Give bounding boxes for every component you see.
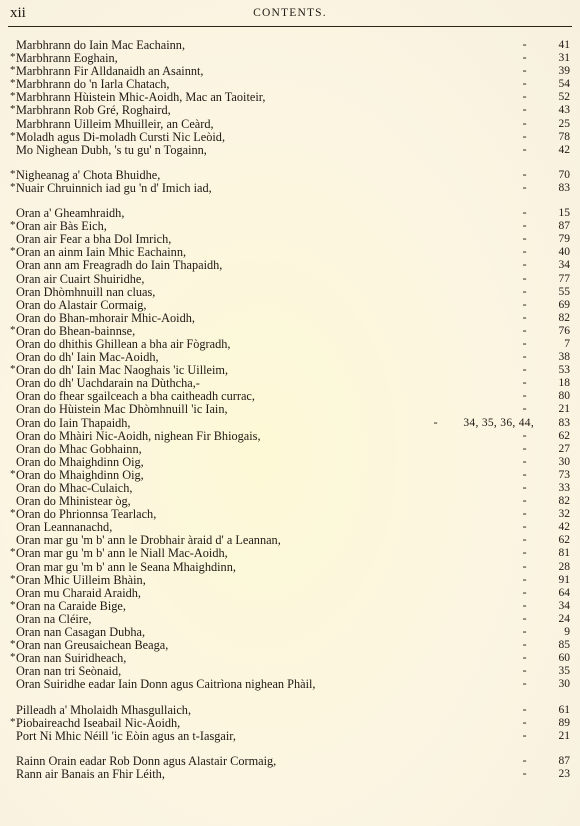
entry-title: Oran do dhithis Ghillean a bha air Fògradh, (16, 336, 231, 351)
dot-leader: - (521, 703, 534, 717)
dot-leader: - (521, 754, 534, 768)
entry-page-number: 28 (558, 560, 570, 573)
contents-entry (10, 561, 570, 574)
entry-page-number: 62 (558, 429, 570, 442)
entry-title: Port Ni Mhic Néill 'ic Eòin agus an t-Iasgair, (16, 728, 236, 743)
dot-leader: - (521, 429, 534, 443)
entry-asterisk: * (10, 546, 16, 559)
dot-leader: - (521, 665, 534, 679)
dot-leader: - (521, 220, 534, 234)
entry-page-number: 15 (558, 207, 570, 220)
contents-entry (10, 678, 570, 691)
contents-list (10, 39, 570, 781)
dot-leader: - (521, 521, 534, 535)
contents-entry (10, 768, 570, 781)
entry-page-number: 62 (558, 534, 570, 547)
entry-page-number: 52 (558, 91, 570, 104)
entry-title: Oran do Bhan-mhorair Mhic-Aoidh, (16, 310, 195, 325)
entry-title: Oran do Bhean-bainnse, (16, 323, 136, 338)
entry-page-number: 21 (558, 403, 570, 416)
entry-title: Oran do Phrionnsa Tearlach, (16, 507, 157, 522)
dot-leader: - (521, 767, 534, 781)
entry-title: Oran nan tri Seònaid, (16, 664, 122, 679)
entry-page-number: 81 (558, 547, 570, 560)
entry-page-number: 42 (558, 143, 570, 156)
entry-title: Oran do dh' Iain Mac-Aoidh, (16, 350, 159, 365)
dot-leader: - (521, 364, 534, 378)
dot-leader: - (521, 652, 534, 666)
entry-page-number: 32 (558, 508, 570, 521)
contents-entry (10, 717, 570, 730)
entry-title: Nigheanag a' Chota Bhuidhe, (16, 167, 161, 182)
contents-entry (10, 547, 570, 560)
contents-entry (10, 600, 570, 613)
dot-leader: - (521, 52, 534, 66)
dot-leader: - (521, 390, 534, 404)
entry-page-number: 42 (558, 521, 570, 534)
entry-asterisk: * (10, 638, 16, 651)
entry-title: Oran do Mhaighdinn Oig, (16, 467, 144, 482)
dot-leader: - (521, 65, 534, 79)
dot-leader: - (521, 259, 534, 273)
entry-asterisk: * (10, 363, 16, 376)
dot-leader: - (521, 91, 534, 105)
page-header (10, 3, 570, 23)
entry-title: Oran air Cuairt Shuiridhe, (16, 271, 145, 286)
entry-page-number: 77 (558, 272, 570, 285)
entry-page-number: 27 (558, 442, 570, 455)
entry-page-number: 69 (558, 298, 570, 311)
dot-leader: - (521, 586, 534, 600)
entry-asterisk: * (10, 167, 16, 180)
entry-page-number: 7 (564, 337, 570, 350)
contents-section (10, 169, 570, 195)
entry-title: Marbhrann Uilleim Mhuilleir, an Ceàrd, (16, 116, 214, 131)
dot-leader: - (521, 298, 534, 312)
contents-entry (10, 286, 570, 299)
entry-page-number: 76 (558, 324, 570, 337)
dot-leader: - (521, 482, 534, 495)
entry-page-number: 35 (558, 665, 570, 678)
dot-leader: - (521, 534, 534, 548)
entry-title: Oran do Mhinistear òg, (16, 494, 131, 509)
entry-page-number: 21 (558, 729, 570, 742)
entry-title: Marbhrann Rob Gré, Roghaird, (16, 103, 171, 118)
entry-title: Oran Dhòmhnuill nan cluas, (16, 284, 156, 299)
entry-asterisk: * (10, 180, 16, 193)
entry-title: Oran do Mhac-Culaich, (16, 481, 133, 495)
entry-asterisk: * (10, 715, 16, 728)
entry-page-number: 82 (558, 311, 570, 324)
contents-entry (10, 259, 570, 272)
entry-title: Marbhrann Eoghain, (16, 51, 118, 66)
entry-title: Oran ann am Freagradh do Iain Thapaidh, (16, 258, 223, 273)
entry-title: Oran a' Gheamhraidh, (16, 206, 125, 221)
entry-page-number: 55 (558, 285, 570, 298)
entry-page-number: 83 (558, 416, 570, 429)
entry-page-number: 64 (558, 586, 570, 599)
entry-asterisk: * (10, 77, 16, 90)
dot-leader: - (521, 495, 534, 509)
entry-title: Oran na Caraide Bige, (16, 598, 126, 613)
entry-page-number: 80 (558, 390, 570, 403)
dot-leader: - (521, 716, 534, 730)
entry-extra-pages: 34, 35, 36, 44, (463, 416, 534, 429)
entry-title: Oran na Cléire, (16, 611, 92, 626)
entry-title: Nuair Chruinnich iad gu 'n d' Imich iad, (16, 180, 212, 195)
contents-section (10, 704, 570, 743)
entry-page-number: 39 (558, 65, 570, 78)
entry-page-number: 85 (558, 639, 570, 652)
entry-asterisk: * (10, 51, 16, 64)
entry-asterisk: * (10, 598, 16, 611)
contents-entry (10, 144, 570, 157)
dot-leader: - (521, 612, 534, 626)
contents-section (10, 39, 570, 157)
entry-asterisk: * (10, 651, 16, 664)
entry-title: Pilleadh a' Mholaidh Mhasgullaich, (16, 702, 192, 717)
entry-title: Oran do Hùistein Mac Dhòmhnuill 'ic Iain, (16, 402, 228, 417)
entry-title: Oran do Mhac Gobhainn, (16, 441, 142, 456)
dot-leader: - (521, 233, 534, 247)
entry-title: Oran mar gu 'm b' ann le Seana Mhaighdinn, (16, 559, 236, 574)
entry-asterisk: * (10, 467, 16, 480)
entry-asterisk: * (10, 64, 16, 77)
dot-leader: - (521, 181, 534, 195)
dot-leader: - (521, 547, 534, 561)
entry-title: Oran mu Charaid Araidh, (16, 585, 141, 600)
entry-page-number: 73 (558, 468, 570, 481)
entry-title: Mo Nighean Dubh, 's tu gu' n Togainn, (16, 142, 207, 157)
dot-leader: - (521, 626, 534, 640)
entry-title: Oran Mhic Uilleim Bhàin, (16, 572, 146, 587)
dot-leader: - (521, 39, 534, 52)
entry-page-number: 43 (558, 104, 570, 117)
dot-leader: - (521, 143, 534, 157)
entry-title: Oran an ainm Iain Mhic Eachainn, (16, 245, 187, 260)
contents-section (10, 755, 570, 781)
contents-entry (10, 417, 570, 430)
entry-page-number: 87 (558, 754, 570, 767)
entry-title: Oran mar gu 'm b' ann le Drobhair àraid d' a Leannan, (16, 533, 281, 548)
contents-entry (10, 118, 570, 131)
contents-entry (10, 704, 570, 717)
contents-entry (10, 299, 570, 312)
entry-page-number: 23 (558, 767, 570, 780)
dot-leader: - (521, 324, 534, 338)
entry-page-number: 61 (558, 703, 570, 716)
entry-page-number: 31 (558, 52, 570, 65)
entry-title: Rann air Banais an Fhir Léith, (16, 766, 165, 781)
entry-title: Marbhrann do Iain Mac Eachainn, (16, 38, 186, 52)
entry-title: Oran nan Casagan Dubha, (16, 625, 146, 640)
entry-title: Oran Leannanachd, (16, 520, 113, 535)
entry-asterisk: * (10, 323, 16, 336)
contents-entry (10, 325, 570, 338)
contents-entry (10, 104, 570, 117)
contents-entry (10, 730, 570, 743)
entry-asterisk: * (10, 219, 16, 232)
dot-leader: - (521, 337, 534, 351)
contents-entry (10, 443, 570, 456)
dot-leader: - (521, 272, 534, 286)
entry-page-number: 41 (558, 39, 570, 51)
entry-asterisk: * (10, 90, 16, 103)
contents-entry (10, 430, 570, 443)
page-number: xii (10, 5, 26, 21)
entry-page-number: 89 (558, 716, 570, 729)
dot-leader: - (521, 207, 534, 221)
dot-leader: - (521, 573, 534, 587)
contents-entry (10, 587, 570, 600)
entry-title: Oran do Iain Thapaidh, (16, 415, 131, 430)
running-title: CONTENTS. (253, 7, 327, 19)
contents-entry (10, 403, 570, 416)
entry-asterisk: * (10, 103, 16, 116)
contents-entry (10, 169, 570, 182)
dot-leader: - (521, 599, 534, 613)
entry-page-number: 53 (558, 364, 570, 377)
entry-page-number: 60 (558, 652, 570, 665)
entry-page-number: 24 (558, 612, 570, 625)
dot-leader: - (521, 351, 534, 365)
entry-page-number: 83 (558, 181, 570, 194)
dot-leader: - (521, 130, 534, 144)
entry-asterisk: * (10, 572, 16, 585)
entry-page-number: 34 (558, 599, 570, 612)
entry-page-number: 91 (558, 573, 570, 586)
dot-leader: - (521, 168, 534, 182)
dot-leader: - (521, 455, 534, 469)
entry-page-number: 87 (558, 220, 570, 233)
dot-leader: - (521, 78, 534, 92)
entry-title: Oran Suiridhe eadar Iain Donn agus Caitrìona nighean Phàil, (16, 677, 316, 692)
entry-title: Moladh agus Di-moladh Cursti Nic Leòid, (16, 129, 226, 144)
entry-asterisk: * (10, 129, 16, 142)
entry-page-number: 25 (558, 117, 570, 130)
dot-leader: - (521, 639, 534, 653)
entry-title: Oran air Bàs Eich, (16, 219, 107, 234)
dot-leader: - (521, 104, 534, 118)
entry-page-number: 9 (564, 626, 570, 639)
entry-title: Rainn Orain eadar Rob Donn agus Alastair Cormaig, (16, 753, 277, 768)
entry-title: Oran do Alastair Cormaig, (16, 297, 147, 312)
contents-entry (10, 182, 570, 195)
entry-page-number: 30 (558, 455, 570, 468)
entry-title: Oran do Mhaighdinn Oig, (16, 454, 144, 469)
dot-leader: - (432, 416, 445, 430)
entry-page-number: 18 (558, 377, 570, 390)
contents-entry (10, 273, 570, 286)
dot-leader: - (521, 285, 534, 299)
contents-section (10, 207, 570, 691)
dot-leader: - (521, 117, 534, 131)
entry-title: Oran do Mhàiri Nic-Aoidh, nighean Fir Bhiogais, (16, 428, 261, 443)
entry-page-number: 54 (558, 78, 570, 91)
entry-title: Oran do dh' Iain Mac Naoghais 'ic Uilleim, (16, 363, 229, 378)
entry-page-number: 78 (558, 130, 570, 143)
dot-leader: - (521, 377, 534, 391)
entry-asterisk: * (10, 245, 16, 258)
dot-leader: - (521, 403, 534, 417)
entry-page-number: 30 (558, 678, 570, 691)
entry-title: Piobaireachd Iseabail Nic-Aoidh, (16, 715, 181, 730)
entry-title: Oran do fhear sgailceach a bha caitheadh currac, (16, 389, 255, 404)
dot-leader: - (521, 246, 534, 260)
entry-page-number: 82 (558, 495, 570, 508)
contents-entry (10, 574, 570, 587)
contents-entry (10, 456, 570, 469)
entry-title: Oran mar gu 'm b' ann le Niall Mac-Aoidh, (16, 546, 228, 561)
entry-title: Oran do dh' Uachdarain na Dùthcha,- (16, 376, 200, 391)
dot-leader: - (521, 678, 534, 692)
contents-entry (10, 755, 570, 768)
dot-leader: - (521, 508, 534, 522)
header-rule (8, 26, 572, 27)
entry-asterisk: * (10, 507, 16, 520)
entry-title: Oran nan Greusaichean Beaga, (16, 638, 169, 653)
dot-leader: - (521, 311, 534, 325)
contents-entry (10, 131, 570, 144)
entry-page-number: 70 (558, 168, 570, 181)
entry-title: Marbhrann Fir Alldanaidh an Asainnt, (16, 64, 204, 79)
entry-page-number: 38 (558, 351, 570, 364)
dot-leader: - (521, 442, 534, 456)
entry-page-number: 79 (558, 233, 570, 246)
dot-leader: - (521, 729, 534, 743)
dot-leader: - (521, 468, 534, 482)
entry-title: Marbhrann Hùistein Mhic-Aoidh, Mac an Taoiteir, (16, 90, 266, 105)
entry-page-number: 40 (558, 246, 570, 259)
dot-leader: - (521, 560, 534, 574)
entry-title: Oran nan Suiridheach, (16, 651, 127, 666)
entry-page-number: 34 (558, 259, 570, 272)
entry-title: Oran air Fear a bha Dol Imrich, (16, 232, 172, 247)
entry-page-number: 33 (558, 482, 570, 494)
entry-title: Marbhrann do 'n Iarla Chatach, (16, 77, 170, 92)
contents-entry (10, 312, 570, 325)
